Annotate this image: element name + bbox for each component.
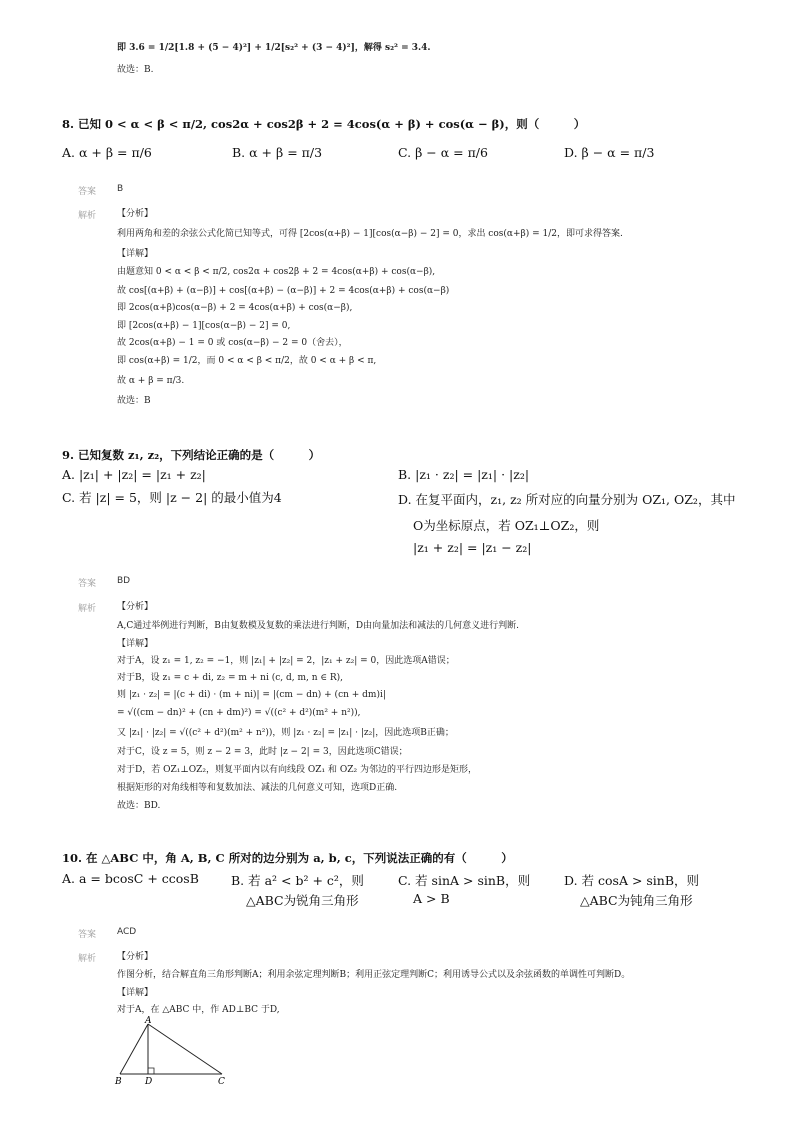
q9-option-c: C. 若 |z| = 5，则 |z − 2| 的最小值为4 — [62, 490, 282, 505]
q9-analysis-line: 【详解】 — [117, 639, 154, 649]
right-angle-mark — [148, 1068, 154, 1074]
q8-analysis-label: 解析 — [78, 211, 97, 221]
q9-analysis-line: 根据矩形的对角线相等和复数加法、减法的几何意义可知，选项D正确. — [117, 783, 398, 793]
q9-option-d: D. 在复平面内，z₁, z₂ 所对应的向量分别为 OZ₁, OZ₂，其中 — [398, 492, 736, 507]
vertex-label-c: C — [218, 1077, 225, 1087]
q8-analysis-line: 故 2cos(α+β) − 1 = 0 或 cos(α−β) − 2 = 0（舍去）， — [117, 338, 348, 348]
q9-option-b: B. |z₁ · z₂| = |z₁| · |z₂| — [398, 467, 530, 482]
q10-option-c-cont: A > B — [413, 891, 450, 906]
q8-answer: B — [117, 184, 124, 194]
q10-stem: 10. 在 △ABC 中，角 A, B, C 所对的边分别为 a, b, c，下列说法正确的有（ ） — [62, 851, 513, 865]
q10-answer: ACD — [117, 927, 137, 937]
q8-analysis-line: 由题意知 0 < α < β < π/2, cos2α + cos2β + 2 = 4cos(α+β) + cos(α−β), — [117, 267, 436, 277]
segment-ac — [148, 1024, 222, 1074]
segment-ab — [120, 1024, 148, 1074]
q10-analysis-line: 【分析】 — [117, 952, 154, 962]
q9-analysis-line: 故选：BD. — [117, 801, 161, 811]
q8-analysis-line: 利用两角和差的余弦公式化简已知等式，可得 [2cos(α+β) − 1][cos(α−β) − 2] = 0，求出 cos(α+β) = 1/2，即可求得答案. — [117, 229, 623, 239]
q9-analysis-line: 对于C，设 z = 5，则 z − 2 = 3，此时 |z − 2| = 3，因此选项C错误； — [117, 747, 408, 757]
q8-answer-label: 答案 — [78, 187, 97, 197]
q8-option-b: B. α + β = π/3 — [232, 145, 323, 160]
q10-option-c: C. 若 sinA > sinB，则 — [398, 873, 531, 888]
q8-analysis-line: 故选：B — [117, 396, 151, 406]
q8-stem: 8. 已知 0 < α < β < π/2, cos2α + cos2β + 2 = 4cos(α + β) + cos(α − β)，则（ ） — [62, 117, 586, 131]
q10-analysis-line: 【详解】 — [117, 988, 154, 998]
q9-analysis-line: 对于B，设 z₁ = c + di, z₂ = m + ni (c, d, m, n ∈ R), — [117, 673, 344, 683]
q9-option-d-cont: |z₁ + z₂| = |z₁ − z₂| — [413, 540, 532, 555]
q8-analysis-line: 即 2cos(α+β)cos(α−β) + 2 = 4cos(α+β) + cos(α−β), — [117, 303, 353, 313]
q10-option-a: A. a = bcosC + ccosB — [62, 871, 199, 886]
q8-option-c: C. β − α = π/6 — [398, 145, 488, 160]
q9-analysis-line: 对于D，若 OZ₁⊥OZ₂，则复平面内以有向线段 OZ₁ 和 OZ₂ 为邻边的平行四边形是矩形， — [117, 765, 477, 775]
q10-option-d-cont: △ABC为钝角三角形 — [580, 893, 693, 908]
q9-option-a: A. |z₁| + |z₂| = |z₁ + z₂| — [62, 467, 206, 482]
vertex-label-a: A — [145, 1016, 152, 1026]
q9-analysis-line: 则 |z₁ · z₂| = |(c + di) · (m + ni)| = |(cm − dn) + (cn + dm)i| — [117, 690, 386, 700]
q9-analysis-line: = √((cm − dn)² + (cn + dm)²) = √((c² + d²)(m² + n²)), — [117, 708, 361, 718]
q9-analysis-line: 又 |z₁| · |z₂| = √((c² + d²)(m² + n²))，则 |z₁ · z₂| = |z₁| · |z₂|，因此选项B正确； — [117, 728, 454, 738]
q10-analysis-label: 解析 — [78, 954, 97, 964]
prev-solution-choice: 故选：B. — [117, 65, 154, 75]
q9-answer-label: 答案 — [78, 579, 97, 589]
q8-analysis-line: 即 [2cos(α+β) − 1][cos(α−β) − 2] = 0, — [117, 321, 291, 331]
q8-option-a: A. α + β = π/6 — [62, 145, 152, 160]
triangle-figure — [108, 1016, 238, 1090]
q9-analysis-line: 对于A，设 z₁ = 1, z₂ = −1，则 |z₁| + |z₂| = 2，|z₁ + z₂| = 0，因此选项A错误； — [117, 656, 455, 666]
q8-analysis-line: 故 α + β = π/3. — [117, 376, 185, 386]
vertex-label-d: D — [145, 1077, 153, 1087]
vertex-label-b: B — [115, 1077, 122, 1087]
q9-stem: 9. 已知复数 z₁, z₂，下列结论正确的是（ ） — [62, 448, 321, 462]
q8-analysis-line: 【详解】 — [117, 249, 154, 259]
prev-solution-line: 即 3.6 = 1/2[1.8 + (5 − 4)²] + 1/2[s₂² + (3 − 4)²]，解得 s₂² = 3.4. — [117, 43, 431, 53]
q9-analysis-label: 解析 — [78, 604, 97, 614]
q10-analysis-line: 作图分析，结合解直角三角形判断A；利用余弦定理判断B；利用正弦定理判断C；利用诱导公式以及余弦函数的单调性可判断D。 — [117, 970, 631, 980]
q10-option-b-cont: △ABC为锐角三角形 — [246, 893, 359, 908]
q8-analysis-line: 【分析】 — [117, 209, 154, 219]
q10-option-d: D. 若 cosA > sinB，则 — [564, 873, 700, 888]
q8-analysis-line: 故 cos[(α+β) + (α−β)] + cos[(α+β) − (α−β)] + 2 = 4cos(α+β) + cos(α−β) — [117, 286, 450, 296]
q9-analysis-line: 【分析】 — [117, 602, 154, 612]
q10-answer-label: 答案 — [78, 930, 97, 940]
q9-answer: BD — [117, 576, 131, 586]
q8-analysis-line: 即 cos(α+β) = 1/2，而 0 < α < β < π/2，故 0 < α + β < π, — [117, 356, 377, 366]
q9-analysis-line: A,C通过举例进行判断，B由复数模及复数的乘法进行判断，D由向量加法和减法的几何意义进行判断. — [117, 621, 519, 631]
q8-option-d: D. β − α = π/3 — [564, 145, 655, 160]
q9-option-d-cont: O为坐标原点，若 OZ₁⊥OZ₂，则 — [413, 518, 600, 533]
q10-analysis-line: 对于A，在 △ABC 中，作 AD⊥BC 于D, — [117, 1005, 280, 1015]
q10-option-b: B. 若 a² < b² + c²，则 — [231, 873, 364, 888]
